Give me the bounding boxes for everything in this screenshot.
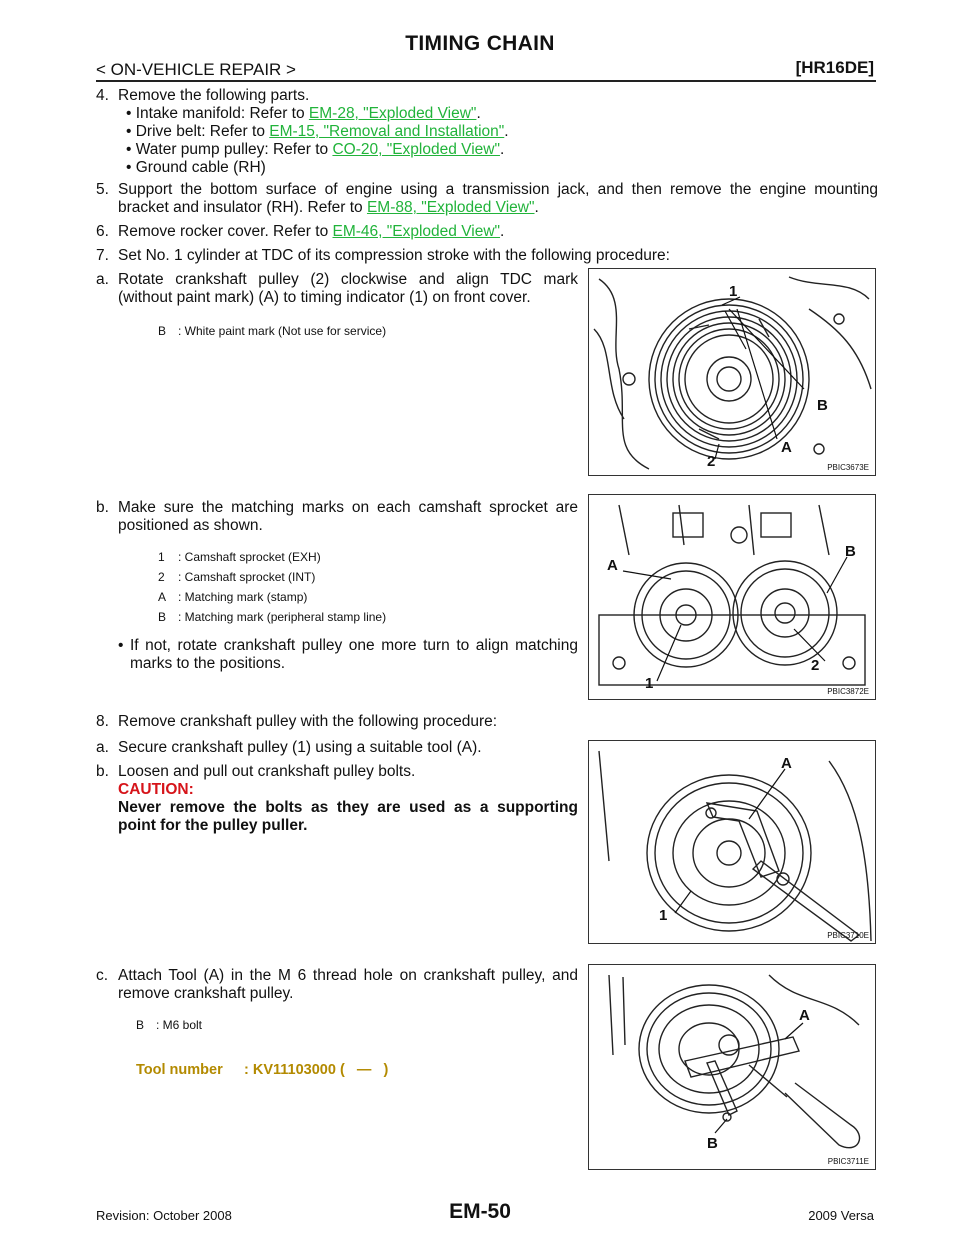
fig2-legend-key-2: 2 <box>158 570 165 584</box>
fig1-legend-value-b: : White paint mark (Not use for service) <box>178 324 387 338</box>
step-4-bullet-water-pump: • Water pump pulley: Refer to CO-20, "Exploded View". <box>126 141 505 158</box>
step-7b-line-2: positioned as shown. <box>118 517 263 534</box>
fig1-code: PBIC3673E <box>827 463 869 472</box>
bullet-text: • Drive belt: Refer to <box>126 123 270 140</box>
fig4-drawing <box>589 965 875 1169</box>
caution-line-1: Never remove the bolts as they are used as a supporting <box>118 799 578 816</box>
figure-crankshaft-pulley-tdc <box>588 268 876 476</box>
step-6-label: Remove rocker cover. Refer to <box>118 223 333 240</box>
tool-number-value: : KV11103000 ( — ) <box>244 1062 389 1078</box>
step-8-number: 8. <box>96 713 109 730</box>
step-8-text: Remove crankshaft pulley with the following procedure: <box>118 713 498 730</box>
step-7b-letter: b. <box>96 499 109 516</box>
step-4-bullet-ground-cable: • Ground cable (RH) <box>126 159 266 176</box>
fig2-legend-key-1: 1 <box>158 550 165 564</box>
step-4-bullet-intake: • Intake manifold: Refer to EM-28, "Exploded View". <box>126 105 481 122</box>
section-label: < ON-VEHICLE REPAIR > <box>96 60 296 79</box>
step-8a-text: Secure crankshaft pulley (1) using a suitable tool (A). <box>118 739 482 756</box>
fig2-code: PBIC3872E <box>827 687 869 696</box>
step-5-line-2: bracket and insulator (RH). Refer to EM-88, "Exploded View". <box>118 199 539 216</box>
step-7-number: 7. <box>96 247 109 264</box>
fig2-callout-1: 1 <box>645 675 654 692</box>
fig3-callout-a: A <box>781 755 792 772</box>
step-7b-line-1: Make sure the matching marks on each camshaft sprocket are <box>118 499 578 516</box>
figure-pulley-holding-tool <box>588 740 876 944</box>
footer-model-year: 2009 Versa <box>808 1208 874 1223</box>
fig4-callout-a: A <box>799 1007 810 1024</box>
bullet-text: • Intake manifold: Refer to <box>126 105 309 122</box>
step-8b-text: Loosen and pull out crankshaft pulley bolts. <box>118 763 416 780</box>
step-7a-line-1: Rotate crankshaft pulley (2) clockwise and align TDC mark <box>118 271 578 288</box>
tool-number-label: Tool number <box>136 1062 223 1078</box>
step-7b-bullet-line-1: • If not, rotate crankshaft pulley one more turn to align matching <box>118 637 578 654</box>
step-4-number: 4. <box>96 87 109 104</box>
engine-model-label: [HR16DE] <box>795 58 874 77</box>
step-7a-line-2: (without paint mark) (A) to timing indicator (1) on front cover. <box>118 289 531 306</box>
fig4-code: PBIC3711E <box>827 1157 869 1166</box>
step-5-line-1: Support the bottom surface of engine using a transmission jack, and then remove the engine mounting <box>118 181 878 198</box>
link-em-15[interactable]: EM-15, "Removal and Installation" <box>269 123 505 140</box>
fig2-legend-value-2: : Camshaft sprocket (INT) <box>178 570 316 584</box>
fig1-callout-1: 1 <box>729 283 738 300</box>
step-4-bullet-drive-belt: • Drive belt: Refer to EM-15, "Removal and Installation". <box>126 123 509 140</box>
link-co-20[interactable]: CO-20, "Exploded View" <box>332 141 500 158</box>
fig4-legend-key-b: B <box>136 1018 145 1032</box>
fig2-callout-b: B <box>845 543 856 560</box>
step-7a-letter: a. <box>96 271 109 288</box>
fig1-callout-b: B <box>817 397 828 414</box>
step-8a-letter: a. <box>96 739 109 756</box>
step-5-number: 5. <box>96 181 109 198</box>
fig2-legend-key-b: B <box>158 610 167 624</box>
fig2-legend-value-b: : Matching mark (peripheral stamp line) <box>178 610 387 624</box>
fig2-callout-2: 2 <box>811 657 820 674</box>
step-7-text: Set No. 1 cylinder at TDC of its compression stroke with the following procedure: <box>118 247 670 264</box>
step-8b-letter: b. <box>96 763 109 780</box>
step-4-text: Remove the following parts. <box>118 87 310 104</box>
link-em-28[interactable]: EM-28, "Exploded View" <box>308 105 477 122</box>
fig1-callout-2: 2 <box>707 453 716 470</box>
page-title: TIMING CHAIN <box>405 32 555 55</box>
step-6-number: 6. <box>96 223 109 240</box>
fig2-legend-key-a: A <box>158 590 167 604</box>
link-em-46[interactable]: EM-46, "Exploded View" <box>332 223 501 240</box>
bullet-text: • Water pump pulley: Refer to <box>126 141 333 158</box>
fig3-drawing <box>589 741 875 943</box>
fig3-code: PBIC3710E <box>827 931 869 940</box>
fig2-legend-value-1: : Camshaft sprocket (EXH) <box>178 550 321 564</box>
link-em-88[interactable]: EM-88, "Exploded View" <box>366 199 535 216</box>
step-8c-letter: c. <box>96 967 109 984</box>
fig1-callout-a: A <box>781 439 792 456</box>
fig2-callout-a: A <box>607 557 618 574</box>
fig2-legend-value-a: : Matching mark (stamp) <box>178 590 308 604</box>
step-6-text: Remove rocker cover. Refer to EM-46, "Exploded View". <box>118 223 505 240</box>
footer-revision: Revision: October 2008 <box>96 1208 232 1223</box>
fig3-callout-1: 1 <box>659 907 668 924</box>
caution-line-2: point for the pulley puller. <box>118 817 308 834</box>
step-5-text: bracket and insulator (RH). Refer to <box>118 199 367 216</box>
header-divider <box>96 80 876 82</box>
fig2-drawing <box>589 495 875 699</box>
fig4-callout-b: B <box>707 1135 718 1152</box>
step-8c-line-2: remove crankshaft pulley. <box>118 985 294 1002</box>
caution-heading: CAUTION: <box>118 781 194 798</box>
fig1-legend-key-b: B <box>158 324 167 338</box>
step-7b-bullet-line-2: marks to the positions. <box>130 655 286 672</box>
figure-camshaft-sprockets <box>588 494 876 700</box>
figure-pulley-puller-tool <box>588 964 876 1170</box>
fig4-legend-value-b: : M6 bolt <box>156 1018 203 1032</box>
footer-page-number: EM-50 <box>449 1200 511 1223</box>
step-8c-line-1: Attach Tool (A) in the M 6 thread hole on crankshaft pulley, and <box>118 967 578 984</box>
